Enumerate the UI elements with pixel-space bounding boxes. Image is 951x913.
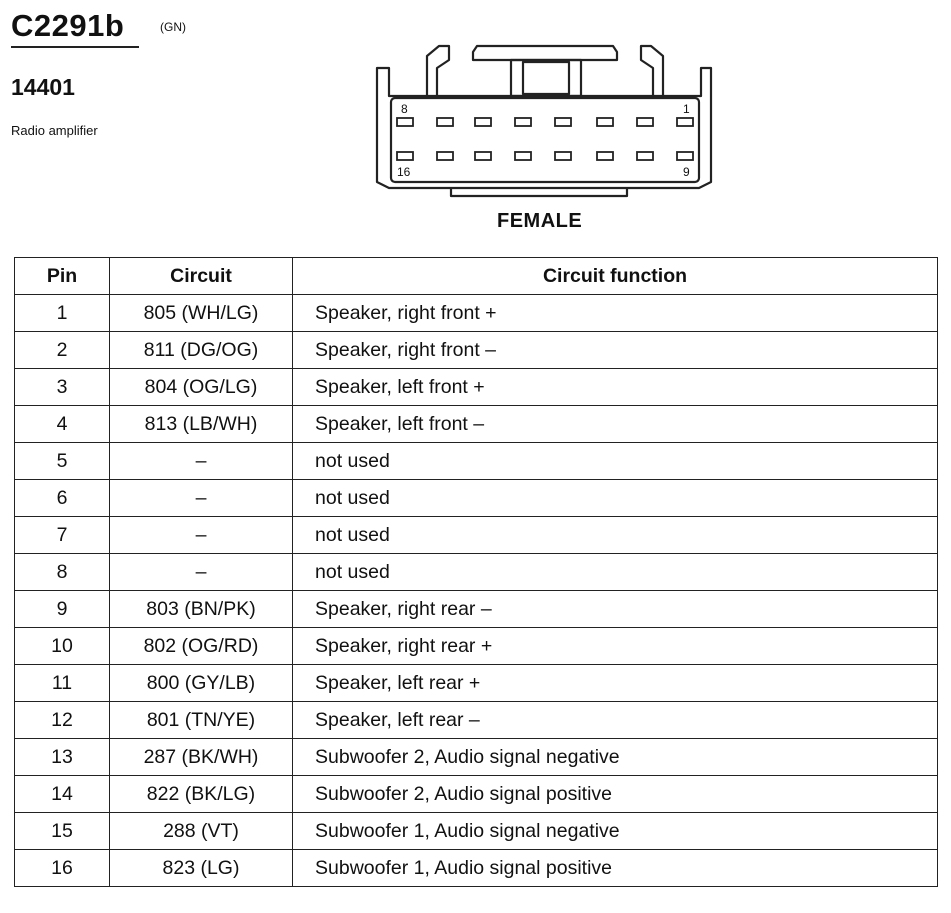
pin-cavities: [397, 118, 693, 160]
lock-tab: [473, 46, 617, 60]
pinout-table-body: [15, 295, 938, 887]
function-column-header: Circuit function: [293, 258, 938, 295]
pin-cell: 16: [15, 850, 110, 887]
circuit-cell: 811 (DG/OG): [110, 332, 293, 369]
pin-cavity: [555, 152, 571, 160]
pin-cell: 13: [15, 739, 110, 776]
pin-cell: 6: [15, 480, 110, 517]
table-row: [15, 739, 938, 776]
table-row: [15, 628, 938, 665]
table-row: [15, 406, 938, 443]
pin-label-16: 16: [397, 165, 411, 179]
circuit-cell: 801 (TN/YE): [110, 702, 293, 739]
pin-cell: 1: [15, 295, 110, 332]
table-row: [15, 443, 938, 480]
circuit-cell: 823 (LG): [110, 850, 293, 887]
function-cell: Subwoofer 1, Audio signal positive: [293, 850, 938, 887]
table-row: [15, 776, 938, 813]
function-cell: Subwoofer 1, Audio signal negative: [293, 813, 938, 850]
pin-cavity: [677, 152, 693, 160]
pin-cavity: [397, 152, 413, 160]
pin-cavity: [515, 118, 531, 126]
table-row: [15, 295, 938, 332]
pin-column-header: Pin: [15, 258, 110, 295]
circuit-cell: 288 (VT): [110, 813, 293, 850]
function-cell: Subwoofer 2, Audio signal negative: [293, 739, 938, 776]
circuit-cell: 804 (OG/LG): [110, 369, 293, 406]
pin-cavity: [597, 152, 613, 160]
right-latch-arm: [641, 46, 663, 98]
pin-cell: 8: [15, 554, 110, 591]
pin-cavity: [677, 118, 693, 126]
table-row: [15, 665, 938, 702]
circuit-cell: 287 (BK/WH): [110, 739, 293, 776]
circuit-cell: 805 (WH/LG): [110, 295, 293, 332]
function-cell: Speaker, right rear –: [293, 591, 938, 628]
table-row: [15, 702, 938, 739]
function-cell: Speaker, right rear +: [293, 628, 938, 665]
pin-cell: 10: [15, 628, 110, 665]
function-cell: Speaker, left front –: [293, 406, 938, 443]
part-number: 14401: [11, 74, 75, 100]
function-cell: not used: [293, 554, 938, 591]
table-header-row: [15, 258, 938, 295]
table-row: [15, 517, 938, 554]
component-name: Radio amplifier: [11, 123, 98, 138]
function-cell: Speaker, right front +: [293, 295, 938, 332]
pin-label-8: 8: [401, 102, 408, 116]
pin-cell: 7: [15, 517, 110, 554]
table-row: [15, 813, 938, 850]
connector-color: (GN): [160, 20, 186, 34]
function-cell: Speaker, right front –: [293, 332, 938, 369]
bottom-key: [451, 188, 627, 196]
left-latch-arm: [427, 46, 449, 98]
function-cell: not used: [293, 517, 938, 554]
function-cell: Speaker, left rear –: [293, 702, 938, 739]
connector-id-underline: [11, 46, 139, 48]
pin-cell: 14: [15, 776, 110, 813]
pin-cell: 9: [15, 591, 110, 628]
connector-id: C2291b: [11, 8, 125, 43]
pin-cavity: [515, 152, 531, 160]
pin-cavity: [475, 118, 491, 126]
pin-cell: 12: [15, 702, 110, 739]
circuit-cell: 813 (LB/WH): [110, 406, 293, 443]
circuit-cell: 802 (OG/RD): [110, 628, 293, 665]
function-cell: Subwoofer 2, Audio signal positive: [293, 776, 938, 813]
function-cell: not used: [293, 443, 938, 480]
pin-cell: 3: [15, 369, 110, 406]
table-row: [15, 850, 938, 887]
pin-cavity: [637, 118, 653, 126]
pin-cell: 11: [15, 665, 110, 702]
lock-tab-inner: [523, 62, 569, 94]
circuit-cell: –: [110, 480, 293, 517]
pin-label-9: 9: [683, 165, 690, 179]
lock-tab-base: [511, 60, 581, 96]
table-row: [15, 591, 938, 628]
pin-cavity: [437, 118, 453, 126]
circuit-cell: –: [110, 443, 293, 480]
pin-cell: 15: [15, 813, 110, 850]
circuit-cell: –: [110, 554, 293, 591]
circuit-cell: –: [110, 517, 293, 554]
pin-cell: 2: [15, 332, 110, 369]
connector-cavity: [391, 98, 699, 182]
pin-cavity: [555, 118, 571, 126]
pin-cell: 5: [15, 443, 110, 480]
function-cell: not used: [293, 480, 938, 517]
circuit-column-header: Circuit: [110, 258, 293, 295]
table-row: [15, 554, 938, 591]
circuit-cell: 800 (GY/LB): [110, 665, 293, 702]
circuit-cell: 803 (BN/PK): [110, 591, 293, 628]
connector-gender: FEMALE: [497, 210, 583, 232]
pin-label-1: 1: [683, 102, 690, 116]
pin-cavity: [437, 152, 453, 160]
pin-cavity: [397, 118, 413, 126]
pin-cavity: [475, 152, 491, 160]
pin-cavity: [637, 152, 653, 160]
pinout-table: [14, 257, 938, 887]
table-row: [15, 332, 938, 369]
function-cell: Speaker, left rear +: [293, 665, 938, 702]
circuit-cell: 822 (BK/LG): [110, 776, 293, 813]
table-row: [15, 369, 938, 406]
function-cell: Speaker, left front +: [293, 369, 938, 406]
connector-face-diagram: [365, 40, 725, 200]
pin-cavity: [597, 118, 613, 126]
table-row: [15, 480, 938, 517]
pin-cell: 4: [15, 406, 110, 443]
